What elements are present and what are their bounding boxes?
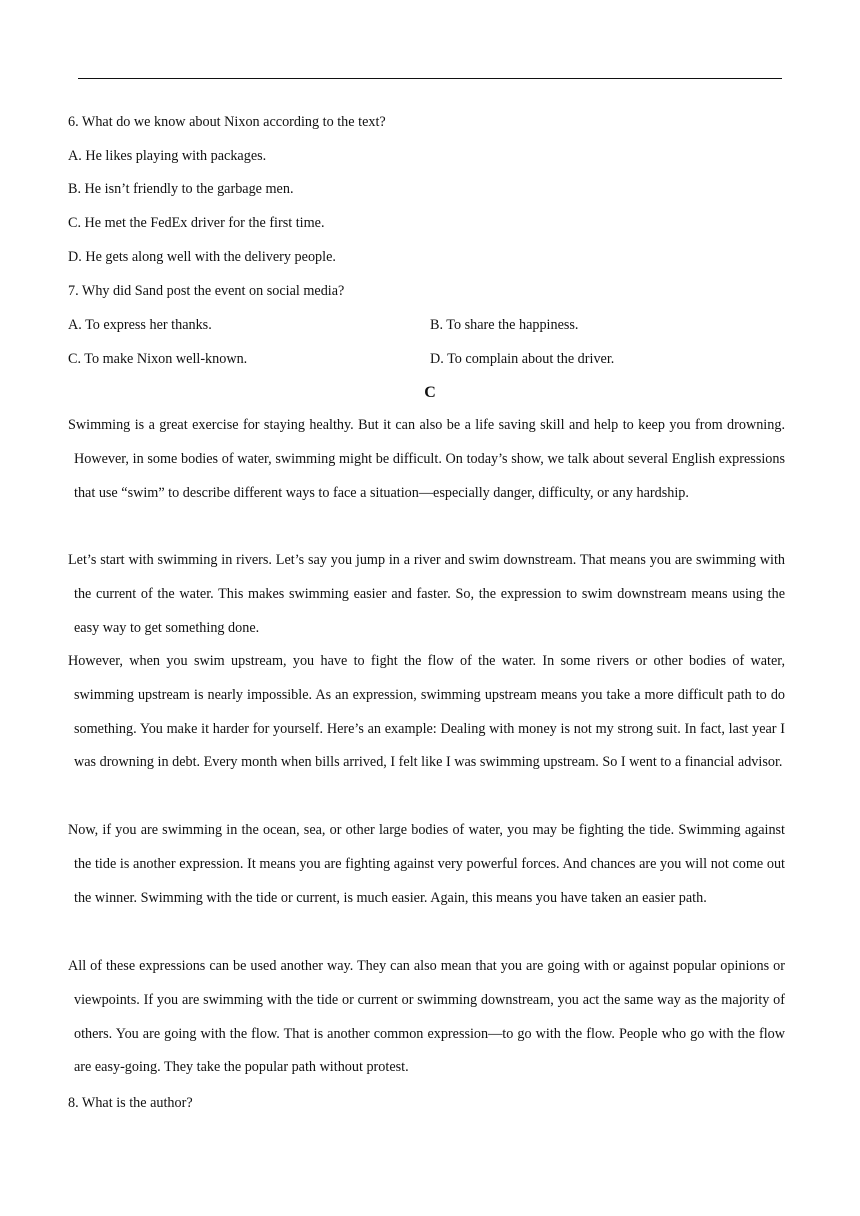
passage-paragraph-5-text: All of these expressions can be used another way. They can also mean that you are going with or against popular opinions or viewpoints. If you are swimming with the tide or current or swimming downstream, you act the same way as the majority of others. You are going with the flow. That is another common expression—to go with the flow. People who go with the flow are easy-going. They take the popular path without protest. xyxy=(68,958,785,1076)
passage-paragraph-3-text: However, when you swim upstream, you have to fight the flow of the water. In some rivers or other bodies of water, swimming upstream is nearly impossible. As an expression, swimming upstream means you take a more difficult path to do something. You make it harder for yourself. Here’s an example: Dealing with money is not my strong suit. In fact, last year I was drowning in debt. Every month when bills arrived, I felt like I was swimming upstream. So I went to a financial advisor. xyxy=(68,653,785,771)
passage-paragraph-3 xyxy=(68,645,785,780)
passage-paragraph-2-text: Let’s start with swimming in rivers. Let’s say you jump in a river and swim downstream. That means you are swimming with the current of the water. This makes swimming easier and faster. So, the expression to swim downstream means using the easy way to get something done. xyxy=(68,552,785,636)
q7-option-c: C. To make Nixon well-known. xyxy=(68,351,248,367)
q8-stem: 8. What is the author? xyxy=(68,1095,193,1111)
header-rule xyxy=(78,78,782,79)
passage-paragraph-1-text: Swimming is a great exercise for staying healthy. But it can also be a life saving skill and help to keep you from drowning. However, in some bodies of water, swimming might be difficult. On today’s show, we talk about several English expressions that use “swim” to describe different ways to face a situation—especially danger, difficulty, or any hardship. xyxy=(68,417,785,501)
passage-paragraph-5 xyxy=(68,950,785,1085)
passage-paragraph-1 xyxy=(68,409,785,510)
section-heading: C xyxy=(424,384,436,401)
q7-stem: 7. Why did Sand post the event on social media? xyxy=(68,283,345,299)
q7-option-d: D. To complain about the driver. xyxy=(430,351,615,367)
passage-paragraph-4 xyxy=(68,814,785,915)
q7-option-b: B. To share the happiness. xyxy=(430,317,579,333)
q6-option-c: C. He met the FedEx driver for the first time. xyxy=(68,215,325,231)
q6-option-d: D. He gets along well with the delivery people. xyxy=(68,249,336,265)
q6-option-b: B. He isn’t friendly to the garbage men. xyxy=(68,181,294,197)
q6-option-a: A. He likes playing with packages. xyxy=(68,148,267,164)
q6-stem: 6. What do we know about Nixon according to the text? xyxy=(68,114,386,130)
passage-paragraph-4-text: Now, if you are swimming in the ocean, sea, or other large bodies of water, you may be fighting the tide. Swimming against the tide is another expression. It means you are fighting against very powerful forces. And chances are you will not come out the winner. Swimming with the tide or current, is much easier. Again, this means you have taken an easier path. xyxy=(68,822,785,906)
passage-paragraph-2 xyxy=(68,544,785,645)
q7-option-a: A. To express her thanks. xyxy=(68,317,212,333)
